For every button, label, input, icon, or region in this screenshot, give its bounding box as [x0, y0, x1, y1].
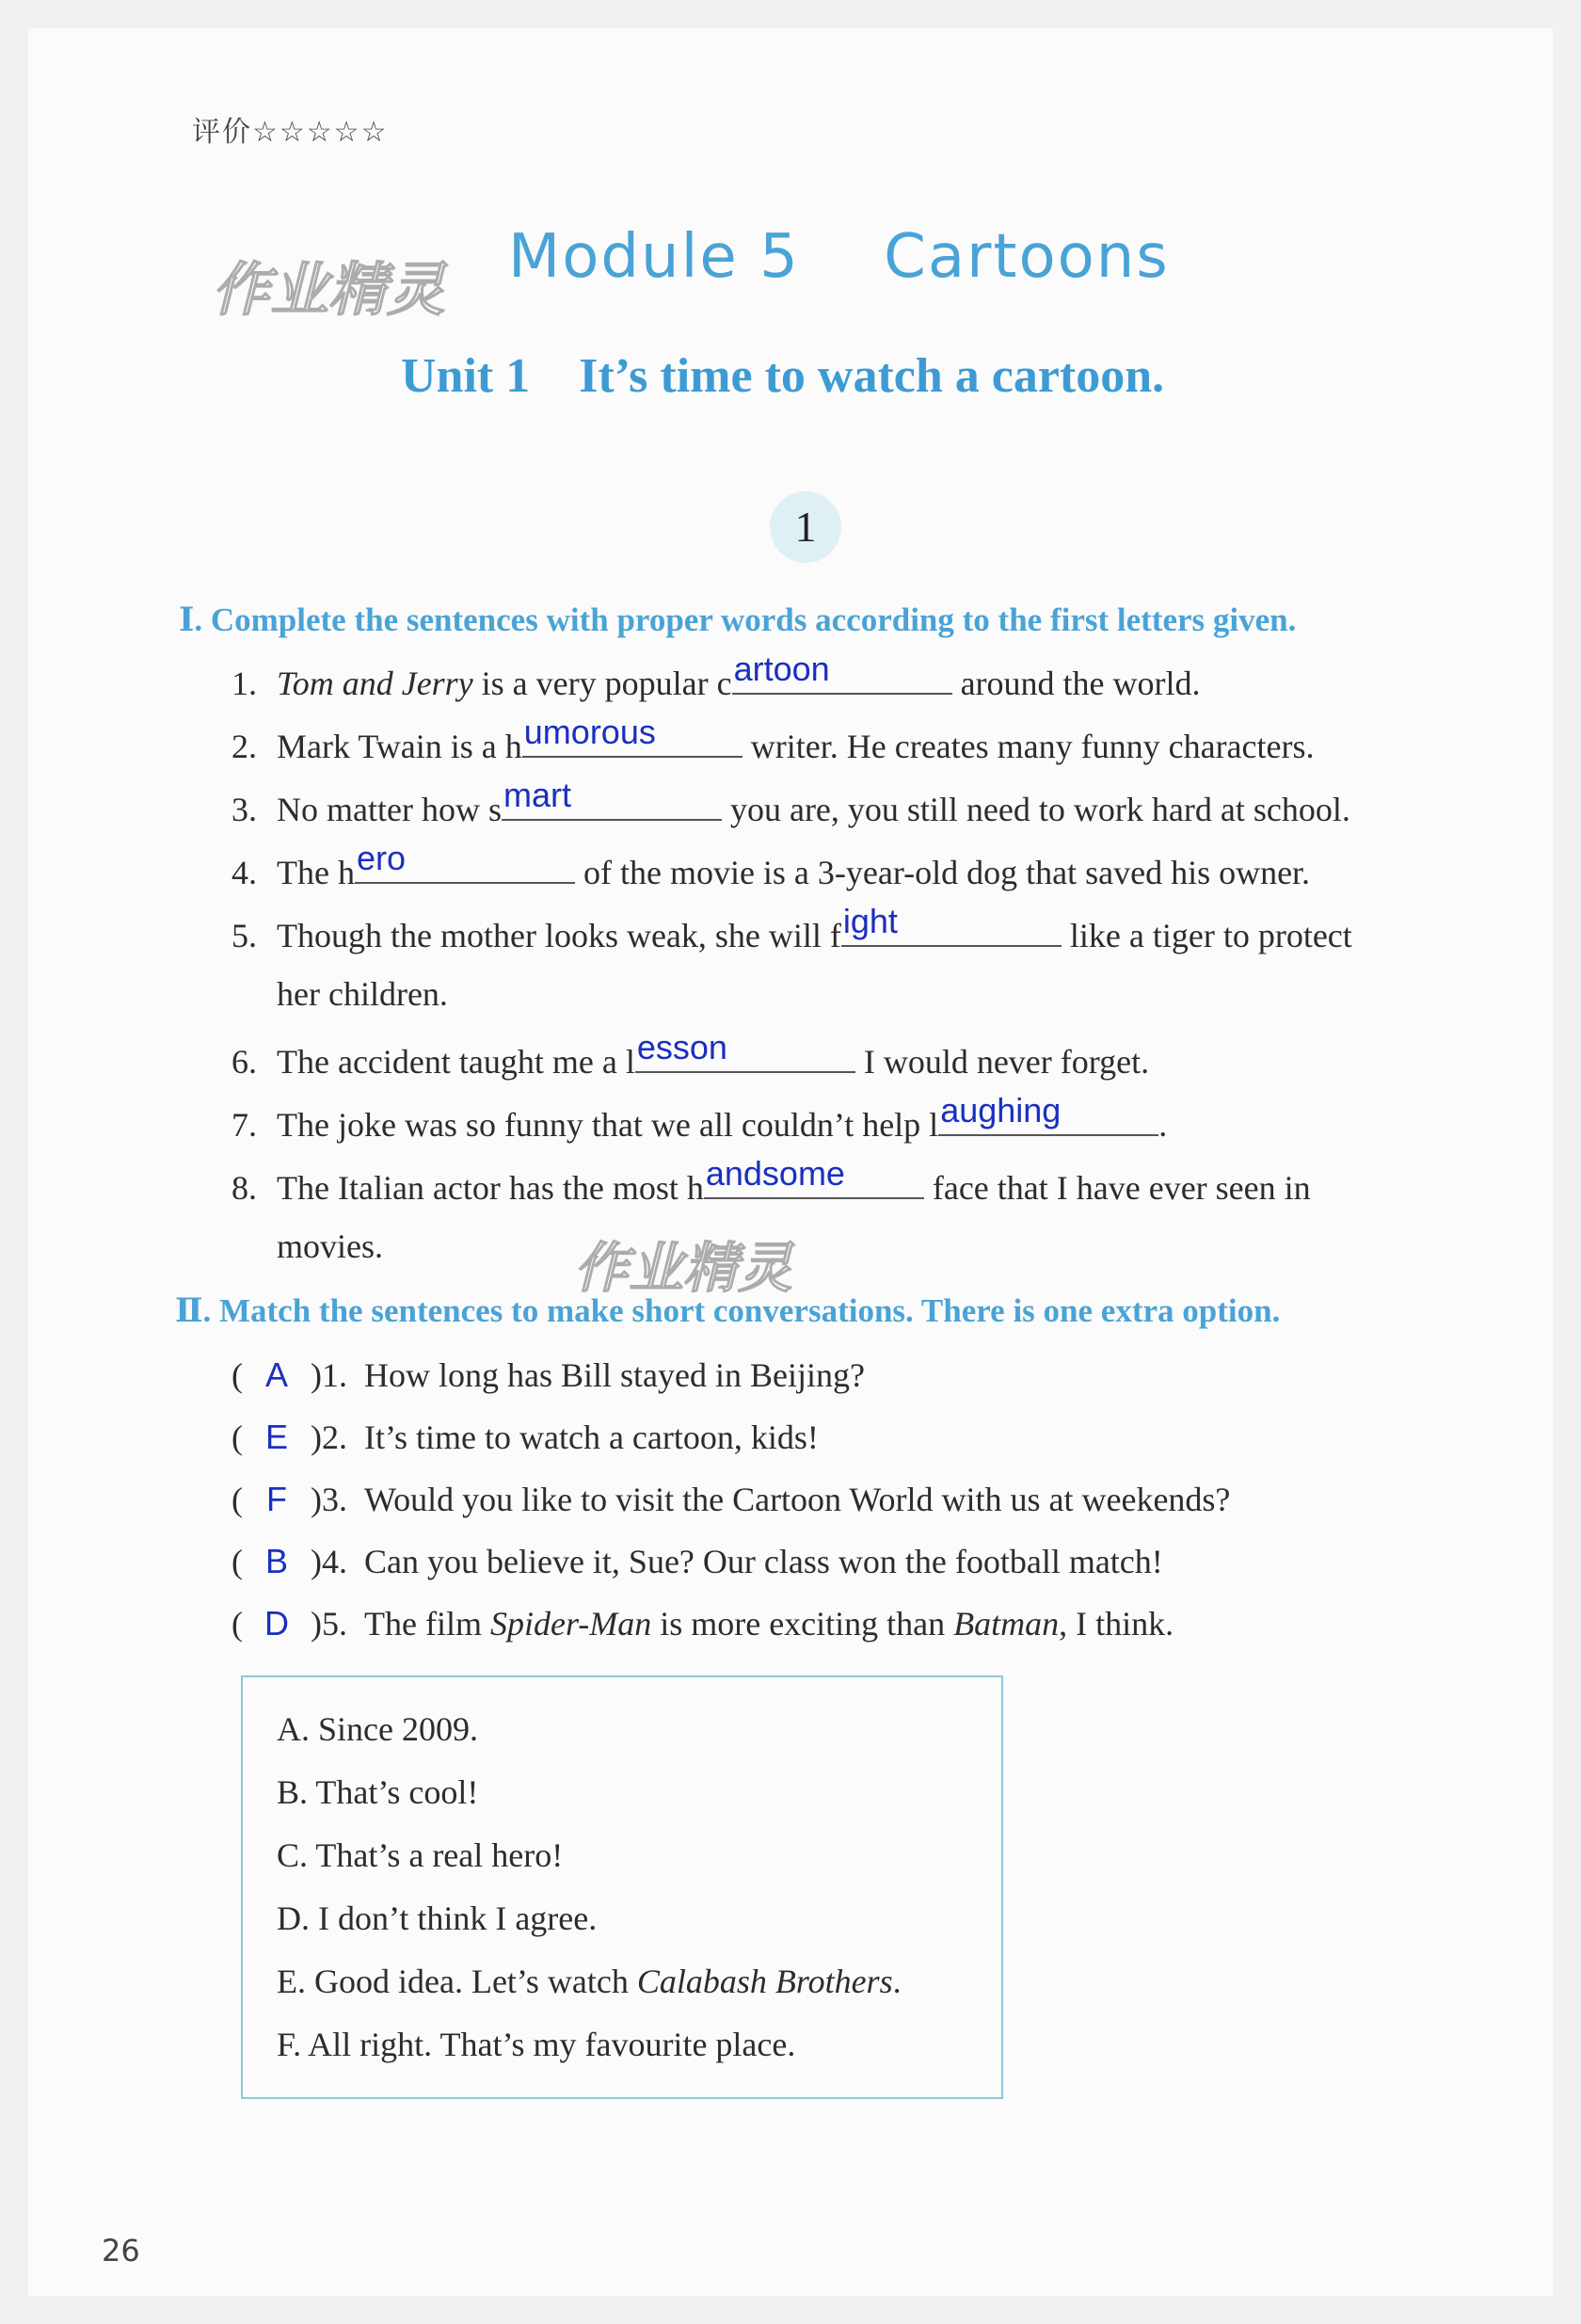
answer-text: artoon: [733, 649, 830, 688]
option-d: D. I don’t think I agree.: [277, 1899, 598, 1937]
option-f: F. All right. That’s my favourite place.: [277, 2026, 796, 2063]
match-answer[interactable]: D: [264, 1604, 289, 1643]
answer-blank[interactable]: [355, 839, 575, 884]
answer-blank[interactable]: [635, 1028, 855, 1073]
lesson-number-badge: 1: [770, 491, 841, 563]
question-8-continued: movies.: [277, 1227, 383, 1265]
question-4: 4. The h ero of the movie is a 3-year-old dog that saved his owner.: [232, 839, 1311, 891]
match-answer[interactable]: A: [264, 1355, 288, 1394]
watermark-logo: 作业精灵: [212, 255, 446, 324]
answer-text: mart: [503, 776, 571, 814]
answer-text: ight: [842, 902, 898, 940]
match-item-4: ( B )4. Can you believe it, Sue? Our class won the football match!: [232, 1542, 1163, 1580]
options-box: [241, 1675, 1003, 2099]
question-5-continued: her children.: [277, 975, 448, 1013]
match-item-3: ( F )3. Would you like to visit the Cartoon World with us at weekends?: [232, 1480, 1231, 1518]
answer-blank[interactable]: [502, 776, 722, 821]
option-e: E. Good idea. Let’s watch Calabash Brothers.: [277, 1963, 902, 2000]
answer-text: umorous: [523, 713, 656, 751]
answer-text: andsome: [705, 1154, 845, 1193]
answer-blank[interactable]: [732, 649, 952, 695]
question-2: 2. Mark Twain is a h umorous writer. He creates many funny characters.: [232, 713, 1315, 765]
rating-stars: 评价☆☆☆☆☆: [192, 116, 389, 149]
watermark-logo: 作业精灵: [574, 1236, 793, 1300]
question-8: 8. The Italian actor has the most h andsome face that I have ever seen in: [232, 1154, 1311, 1207]
match-answer[interactable]: F: [266, 1480, 287, 1518]
answer-blank[interactable]: [522, 713, 743, 758]
option-c: C. That’s a real hero!: [277, 1836, 564, 1874]
section-1-heading: Ⅰ. Complete the sentences with proper words according to the first letters given.: [179, 601, 1297, 638]
option-b: B. That’s cool!: [277, 1773, 479, 1811]
match-answer[interactable]: E: [264, 1418, 288, 1456]
answer-text: aughing: [940, 1091, 1062, 1130]
match-item-1: ( A )1. How long has Bill stayed in Beijing?: [232, 1355, 865, 1394]
answer-blank[interactable]: [938, 1091, 1158, 1136]
question-7: 7. The joke was so funny that we all couldn’t help l aughing .: [232, 1091, 1168, 1144]
question-5: 5. Though the mother looks weak, she will f ight like a tiger to protect: [232, 902, 1352, 954]
question-1: 1. Tom and Jerry is a very popular c artoon around the world.: [232, 649, 1201, 702]
match-item-5: ( D )5. The film Spider-Man is more exciting than Batman, I think.: [232, 1604, 1174, 1643]
match-answer[interactable]: B: [264, 1542, 288, 1580]
section-2-heading: Ⅱ. Match the sentences to make short conversations. There is one extra option.: [175, 1292, 1281, 1329]
answer-blank[interactable]: [841, 902, 1062, 947]
match-item-2: ( E )2. It’s time to watch a cartoon, kids!: [232, 1418, 819, 1456]
answer-text: ero: [356, 839, 406, 877]
page-number: 26: [102, 2233, 140, 2268]
unit-title: Unit 1 It’s time to watch a cartoon.: [401, 349, 1165, 403]
answer-text: esson: [636, 1028, 727, 1066]
question-3: 3. No matter how s mart you are, you still need to work hard at school.: [232, 776, 1350, 828]
module-title: Module 5 Cartoons: [508, 222, 1170, 292]
answer-blank[interactable]: [704, 1154, 924, 1199]
question-6: 6. The accident taught me a l esson I would never forget.: [232, 1028, 1150, 1081]
option-a: A. Since 2009.: [277, 1710, 478, 1748]
